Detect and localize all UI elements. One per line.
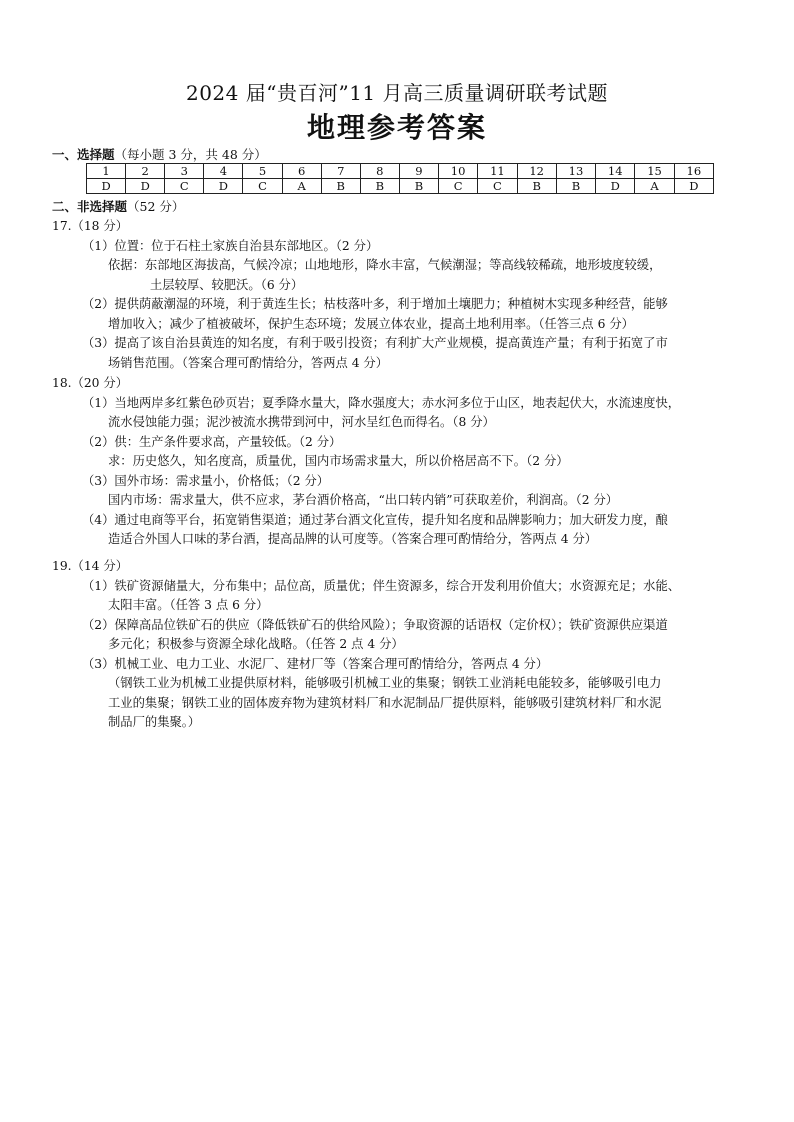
question-number-cell: 10 <box>438 164 477 179</box>
answer-table <box>86 163 714 194</box>
q18-part4-line1: （4）通过电商等平台，拓宽销售渠道；通过茅台酒文化宣传，提升知名度和品牌影响力；加大研发力度，酿 <box>82 512 668 527</box>
question-number-cell: 14 <box>596 164 635 179</box>
section-note: （每小题 3 分，共 48 分） <box>114 147 267 162</box>
q18-part2-line1: （2）供：生产条件要求高，产量较低。（2 分） <box>82 434 342 449</box>
answer-cell: B <box>556 179 595 194</box>
answer-cell: C <box>243 179 282 194</box>
exam-title: 2024 届“贵百河”11 月高三质量调研联考试题 <box>185 81 608 105</box>
question-number-cell: 2 <box>126 164 165 179</box>
answer-cell: D <box>126 179 165 194</box>
section-non-choice-heading <box>52 198 184 216</box>
q19-part2-line2: 多元化；积极参与资源全球化战略。（任答 2 点 4 分） <box>108 637 404 651</box>
q17-part3-line2: 场销售范围。（答案合理可酌情给分，答两点 4 分） <box>108 355 389 370</box>
q18-part4-line2: 造适合外国人口味的茅台酒，提高品牌的认可度等。（答案合理可酌情给分，答两点 4 分） <box>108 532 598 546</box>
q17-part1-line3: 土层较厚、较肥沃。（6 分） <box>150 277 304 292</box>
question-number-cell: 8 <box>360 164 399 179</box>
question-number-cell: 1 <box>87 164 126 179</box>
answer-cell: C <box>438 179 477 194</box>
question-17-head: 17.（18 分） <box>52 219 129 233</box>
question-number-cell: 6 <box>282 164 321 179</box>
answer-cell: C <box>165 179 204 194</box>
answer-cell: B <box>517 179 556 194</box>
answer-cell: D <box>596 179 635 194</box>
question-19-head: 19.（14 分） <box>52 559 129 573</box>
question-number-cell: 9 <box>399 164 438 179</box>
question-number-cell: 16 <box>674 164 713 179</box>
answer-cell: A <box>635 179 674 194</box>
q18-part3-line2: 国内市场：需求量大，供不应求，茅台酒价格高，“出口转内销”可获取差价，利润高。（2 分） <box>108 493 619 507</box>
q18-part2-line2: 求：历史悠久，知名度高，质量优，国内市场需求量大，所以价格居高不下。（2 分） <box>108 454 569 468</box>
question-number-cell: 7 <box>321 164 360 179</box>
q19-part1-line2: 太阳丰富。（任答 3 点 6 分） <box>108 598 269 612</box>
question-number-cell: 13 <box>556 164 595 179</box>
question-number-cell: 3 <box>165 164 204 179</box>
question-18 <box>52 374 742 550</box>
q19-part3-line2: （钢铁工业为机械工业提供原材料，能够吸引机械工业的集聚；钢铁工业消耗电能较多，能够吸引电力 <box>108 676 662 690</box>
section-note: （52 分） <box>127 199 185 214</box>
question-number-row <box>87 164 714 179</box>
answer-cell: B <box>321 179 360 194</box>
question-18-head: 18.（20 分） <box>52 376 129 390</box>
answer-key-title: 地理参考答案 <box>306 111 487 144</box>
q18-part1-line2: 流水侵蚀能力强；泥沙被流水携带到河中，河水呈红色而得名。（8 分） <box>108 415 495 429</box>
answer-cell: B <box>360 179 399 194</box>
answer-cell: A <box>282 179 321 194</box>
q17-part3-line1: （3）提高了该自治县黄连的知名度，有利于吸引投资；有利扩大产业规模，提高黄连产量；有利于拓宽了市 <box>82 336 668 350</box>
answer-cell: D <box>87 179 126 194</box>
question-number-cell: 12 <box>517 164 556 179</box>
q18-part3-line1: （3）国外市场：需求量小，价格低；（2 分） <box>82 473 330 488</box>
question-number-cell: 15 <box>635 164 674 179</box>
q19-part1-line1: （1）铁矿资源储量大，分布集中；品位高，质量优；伴生资源多，综合开发利用价值大；水资源充足；水能、 <box>82 578 681 593</box>
q18-part1-line1: （1）当地两岸多红紫色砂页岩；夏季降水量大，降水强度大；赤水河多位于山区，地表起伏大，水流速度快， <box>82 395 681 410</box>
q17-part1-line2: 依据：东部地区海拔高，气候冷凉；山地地形，降水丰富，气候潮湿；等高线较稀疏，地形坡度较缓， <box>108 258 662 272</box>
answer-cell: D <box>204 179 243 194</box>
q17-part2-line1: （2）提供荫蔽潮湿的环境，利于黄连生长；枯枝落叶多，利于增加土壤肥力；种植树木实现多种经营，能够 <box>82 297 668 311</box>
question-number-cell: 4 <box>204 164 243 179</box>
answer-cell: C <box>478 179 517 194</box>
answer-cell: D <box>674 179 713 194</box>
section-label: 二、非选择题 <box>52 199 128 214</box>
question-19 <box>52 557 742 733</box>
question-number-cell: 11 <box>478 164 517 179</box>
q19-part3-line1: （3）机械工业、电力工业、水泥厂、建材厂等（答案合理可酌情给分，答两点 4 分） <box>82 656 549 671</box>
q19-part2-line1: （2）保障高品位铁矿石的供应（降低铁矿石的供给风险）；争取资源的话语权（定价权）；铁矿资源供应渠道 <box>82 617 668 632</box>
q19-part3-line4: 制品厂的集聚。） <box>108 715 201 729</box>
question-17 <box>52 217 742 373</box>
q17-part2-line2: 增加收入；减少了植被破坏，保护生态环境；发展立体农业，提高土地利用率。（任答三点 6 分） <box>108 316 634 331</box>
answer-row <box>87 179 714 194</box>
q19-part3-line3: 工业的集聚；钢铁工业的固体废弃物为建筑材料厂和水泥制品厂提供原料，能够吸引建筑材料厂和水泥 <box>108 695 662 710</box>
section-label: 一、选择题 <box>52 147 115 162</box>
question-number-cell: 5 <box>243 164 282 179</box>
answer-cell: B <box>399 179 438 194</box>
section-multiple-choice-heading <box>52 146 267 164</box>
q17-part1-line1: （1）位置：位于石柱土家族自治县东部地区。（2 分） <box>82 238 379 253</box>
